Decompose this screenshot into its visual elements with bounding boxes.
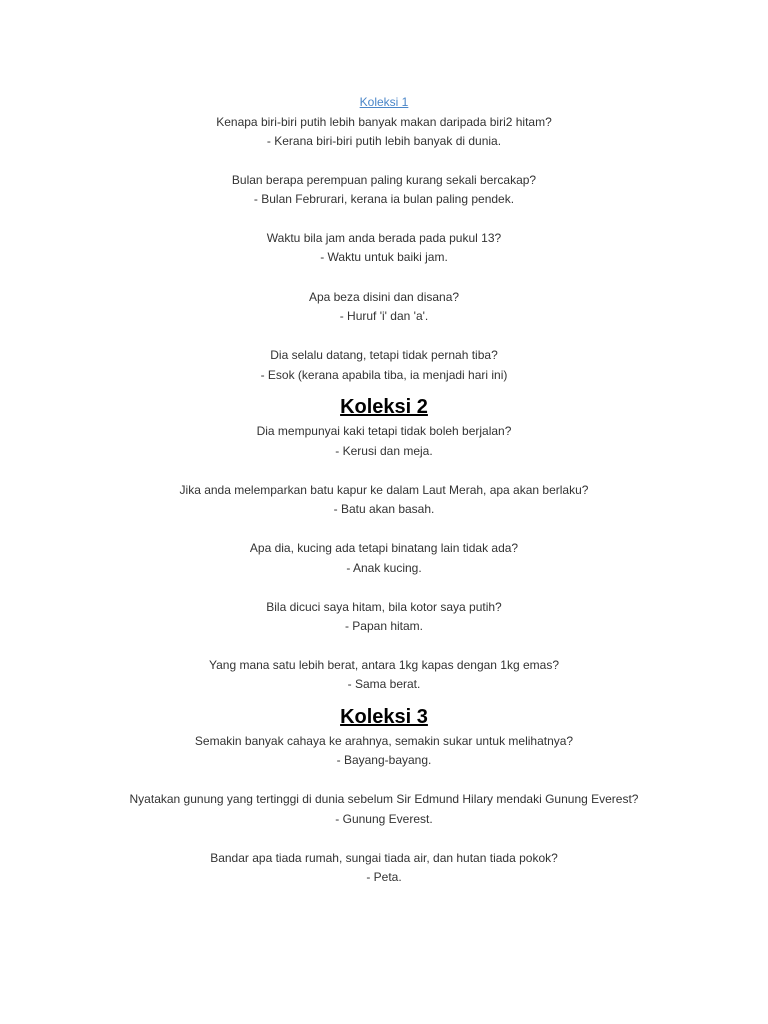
riddle-question: Bila dicuci saya hitam, bila kotor saya putih? (266, 600, 502, 614)
riddle-answer: - Kerusi dan meja. (335, 444, 433, 458)
koleksi-3-heading: Koleksi 3 (340, 706, 428, 728)
riddle-answer: - Bayang-bayang. (336, 753, 432, 767)
riddle-answer: - Huruf 'i' dan 'a'. (339, 309, 429, 323)
riddle-answer: - Anak kucing. (346, 561, 422, 575)
riddle-question: Dia selalu datang, tetapi tidak pernah tiba? (270, 348, 498, 362)
riddle-answer: - Sama berat. (347, 677, 421, 691)
riddle-question: Apa dia, kucing ada tetapi binatang lain tidak ada? (249, 541, 519, 555)
riddle-question: Apa beza disini dan disana? (308, 290, 460, 304)
riddle-answer: - Kerana biri-biri putih lebih banyak di dunia. (266, 134, 502, 148)
riddle-question: Nyatakan gunung yang tertinggi di dunia sebelum Sir Edmund Hilary mendaki Gunung Everest? (129, 792, 639, 806)
koleksi-2-heading: Koleksi 2 (340, 396, 428, 418)
riddle-question: Dia mempunyai kaki tetapi tidak boleh berjalan? (256, 424, 512, 438)
riddle-question: Kenapa biri-biri putih lebih banyak makan daripada biri2 hitam? (216, 115, 552, 129)
riddle-answer: - Waktu untuk baiki jam. (320, 250, 448, 264)
riddle-answer: - Bulan Februrari, kerana ia bulan paling pendek. (253, 192, 515, 206)
riddle-question: Bulan berapa perempuan paling kurang sekali bercakap? (231, 173, 537, 187)
riddle-question: Waktu bila jam anda berada pada pukul 13? (266, 231, 502, 245)
riddle-answer: - Papan hitam. (344, 619, 424, 633)
riddle-question: Bandar apa tiada rumah, sungai tiada air, dan hutan tiada pokok? (210, 851, 558, 865)
riddle-question: Yang mana satu lebih berat, antara 1kg kapas dengan 1kg emas? (208, 658, 559, 672)
riddle-question: Jika anda melemparkan batu kapur ke dalam Laut Merah, apa akan berlaku? (179, 483, 589, 497)
riddle-answer: - Peta. (366, 870, 402, 884)
koleksi-1-link[interactable]: Koleksi 1 (359, 95, 409, 109)
riddle-answer: - Batu akan basah. (333, 502, 435, 516)
riddle-question: Semakin banyak cahaya ke arahnya, semakin sukar untuk melihatnya? (194, 734, 574, 748)
riddle-answer: - Gunung Everest. (335, 812, 433, 826)
riddle-answer: - Esok (kerana apabila tiba, ia menjadi hari ini) (260, 368, 508, 382)
